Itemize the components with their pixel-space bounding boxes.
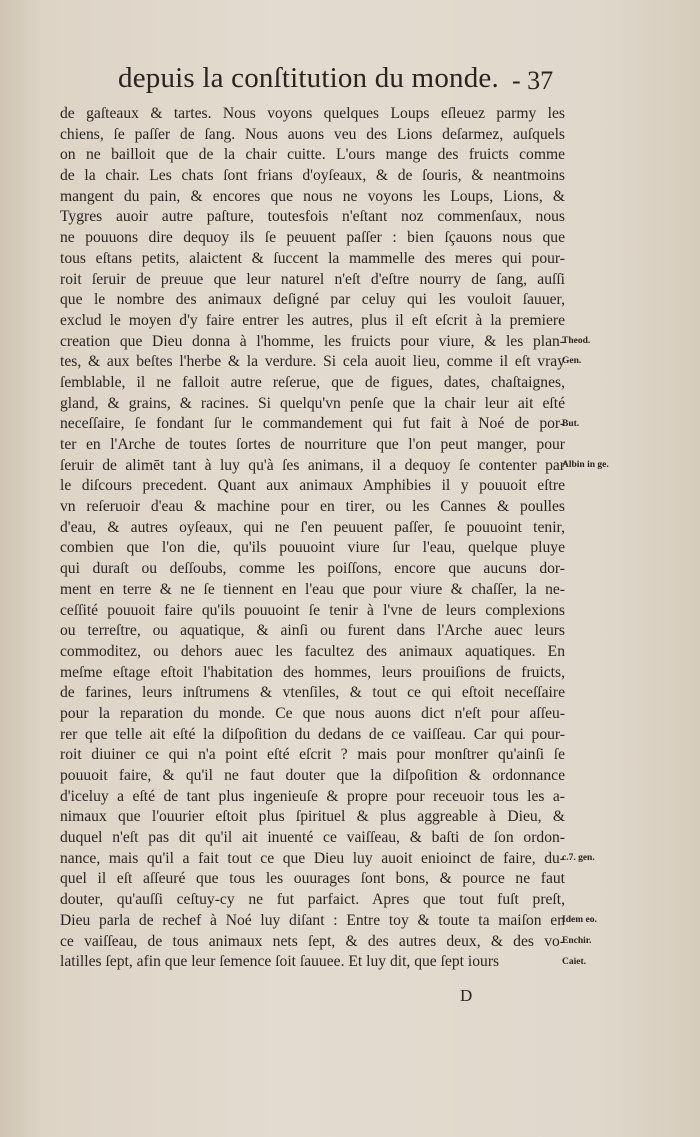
text-line: que le nombre des animaux deſigné par celuy qui les vouloit ſauuer,	[60, 291, 565, 309]
body-text	[60, 104, 565, 973]
text-line: roit ſeruir de preuue que leur naturel n'eſt d'eſtre nourry de ſang, auſſi	[60, 270, 565, 288]
text-line: on ne bailloit que de la chair cuitte. L'ours mange des fruicts comme	[60, 146, 565, 164]
signature-mark: D	[460, 986, 473, 1005]
text-line: rer que telle ait eſté la diſpoſition du dedans de ce vaiſſeau. Car qui pour-	[60, 725, 565, 743]
text-line: Tygres auoir autre paſture, toutesfois n'eſtant noz commenſaux, nous	[60, 208, 565, 226]
text-line: commoditez, ou dehors auec les facultez des animaux aquatiques. En	[60, 642, 565, 660]
text-line: d'eau, & autres oyſeaux, qui ne ſ'en peuuent paſſer, ſe pouuoint tenir,	[60, 518, 565, 536]
text-line: quel il eſt aſſeuré que tous les ouurages ſont bons, & pource ne faut	[60, 870, 565, 888]
text-line: pouuoit faire, & qu'il ne faut douter que la diſpoſition & ordonnance	[60, 767, 565, 784]
marginal-note: Enchir.	[562, 936, 592, 946]
text-line: pour la reparation du monde. Ce que nous auons dict n'eſt pour aſſeu-	[60, 704, 565, 722]
marginal-note: But.	[562, 418, 580, 429]
text-line: tes, & aux beſtes l'herbe & la verdure. Si cela auoit lieu, comme il eſt vray	[60, 353, 565, 371]
marginal-note: c.7. gen.	[562, 853, 595, 864]
text-line: creation que Dieu donna à l'homme, les fruicts pour viure, & les plan-	[60, 332, 565, 350]
text-line: de la chair. Les chats ſont frians d'oyſeaux, & de ſouris, & neantmoins	[60, 167, 565, 185]
text-line: qui duraſt ou deſſoubs, comme les poiſſons, encore que aucuns dor-	[60, 560, 565, 578]
text-line: nimaux que l'ouurier eſtoit plus ſpirituel & plus aggreable à Dieu, &	[60, 808, 565, 826]
text-line: meſme eſtage eſtoit l'habitation des hommes, leurs prouiſions de fruicts,	[60, 663, 565, 681]
marginal-note: Idem eo.	[562, 915, 597, 926]
text-line: ceſſité pouuoit faire qu'ils pouuoint ſe tenir à l'vne de leurs complexions	[60, 601, 565, 619]
text-line: ſeruir de alimēt tant à luy qu'à ſes animans, il a dequoy ſe contenter par	[60, 456, 565, 474]
text-line: ou terreſtre, ou aquatique, & ainſi ou furent dans l'Arche auec leurs	[60, 622, 565, 640]
text-line: tous eſtans petits, alaictent & ſuccent la mammelle des meres qui pour-	[60, 249, 565, 267]
text-line: ter en l'Arche de toutes ſortes de nourriture que l'on peut manger, pour	[60, 436, 565, 453]
marginal-note: Caiet.	[562, 956, 587, 967]
text-line: le diſcours precedent. Quant aux animaux Amphibies il y pouuoit eſtre	[60, 477, 565, 495]
text-line: nance, mais qu'il a fait tout ce que Dieu luy auoit enioinct de faire, du-	[60, 849, 565, 867]
running-title: depuis la conſtitution du monde.	[118, 62, 499, 94]
text-line: ment en terre & ne ſe tiennent en l'eau que pour viure & chaſſer, la ne-	[60, 580, 565, 598]
page-number-value: 37	[527, 66, 554, 95]
text-line: mangent du pain, & encores que nous ne voyons les Loups, Lions, &	[60, 187, 565, 205]
text-line: ſemblable, il ne falloit autre reſerue, que de figues, dates, chaſtaignes,	[60, 373, 565, 391]
text-line: exclud le moyen d'y faire entrer les autres, plus il eſt eſcrit à la premiere	[60, 311, 565, 329]
marginal-note: Theod.	[562, 335, 591, 346]
text-line: latilles ſept, afin que leur ſemence ſoit ſauuee. Et luy dit, que ſept iours	[60, 953, 500, 971]
text-line: douter, qu'auſſi ceſtuy-cy ne fut parfaict. Apres que tout fuſt preſt,	[60, 891, 565, 909]
text-line: d'iceluy a eſté de tant plus ingenieuſe & propre pour receuoir tous les a-	[60, 787, 565, 805]
text-line: combien que l'on die, qu'ils pouuoint viure ſur l'eau, quelque pluye	[60, 539, 565, 557]
text-line: de farines, leurs inſtrumens & vtenſiles, & tout ce qui eſtoit neceſſaire	[60, 684, 565, 702]
text-line: de gaſteaux & tartes. Nous voyons quelques Loups eſleuez parmy les	[60, 105, 565, 122]
text-line: duquel n'eſt pas dit qu'il ait inuenté ce vaiſſeau, & baſti de ſon ordon-	[60, 829, 565, 847]
page-number: - 37	[512, 66, 554, 95]
text-line: neceſſaire, ſe fondant ſur le commandement qui fut fait à Noé de por-	[60, 415, 565, 433]
marginal-note: Gen.	[562, 356, 582, 367]
text-line: roit diuiner ce qui n'a point eſté eſcrit ? mais pour monſtrer qu'ainſi ſe	[60, 746, 565, 764]
text-line: vn reſeruoir d'eau & machine pour en tirer, ou les Cannes & poulles	[60, 498, 565, 516]
text-line: ne pouuons dire dequoy ils ſe peuuent paſſer : bien ſçauons nous que	[60, 229, 565, 247]
text-line: gland, & grains, & racines. Si quelqu'vn penſe que la chair leur ait eſté	[60, 394, 565, 412]
text-line: Dieu parla de rechef à Noé luy diſant : Entre toy & toute ta maiſon en	[60, 911, 565, 929]
text-line: chiens, ſe paſſer de ſang. Nous auons veu des Lions deſarmez, auſquels	[60, 125, 565, 143]
text-line: ce vaiſſeau, de tous animaux nets ſept, & des autres deux, & des vo-	[60, 932, 565, 950]
marginal-note: Albin in ge.	[562, 459, 609, 470]
